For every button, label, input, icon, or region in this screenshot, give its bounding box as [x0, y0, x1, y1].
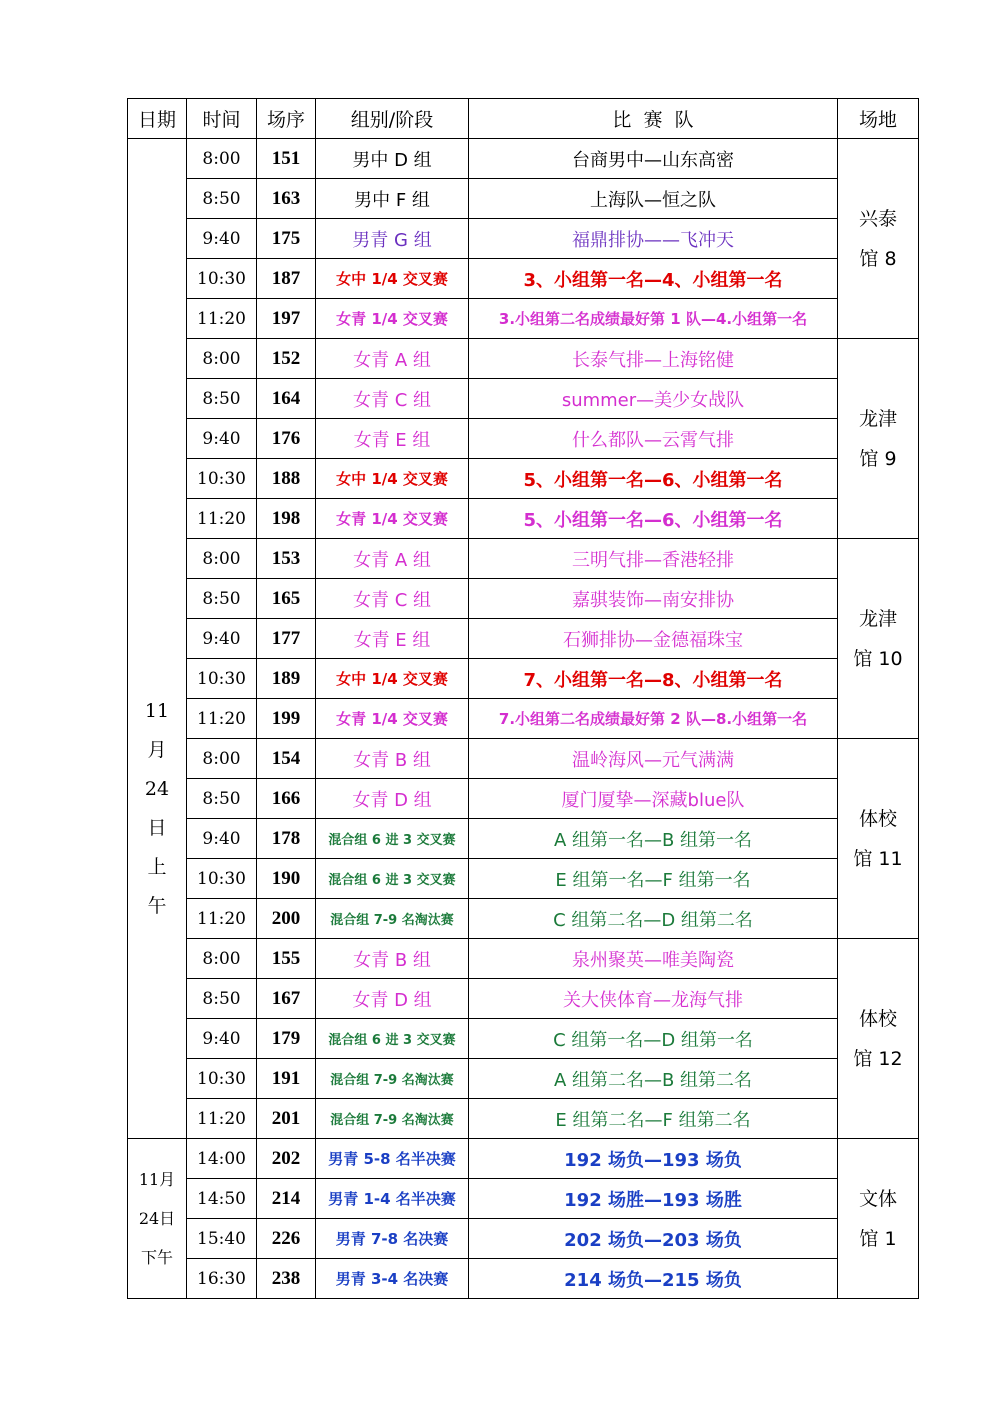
group-cell: 女青 D 组: [316, 979, 469, 1019]
match-cell: 福鼎排协——飞冲天: [469, 219, 838, 259]
venue-cell: [838, 339, 919, 539]
match-cell: 长泰气排—上海铭健: [469, 339, 838, 379]
venue-line: 馆 9: [859, 447, 897, 470]
venue-cell: [838, 539, 919, 739]
match-no-cell: 179: [257, 1019, 316, 1059]
time-cell: 9:40: [187, 619, 257, 659]
date-am-char: 上: [147, 855, 167, 878]
group-cell: 女青 E 组: [316, 619, 469, 659]
group-cell: 女青 B 组: [316, 939, 469, 979]
table-row: [128, 219, 919, 259]
venue-line: 龙津: [858, 407, 897, 430]
group-cell: 男青 3-4 名决赛: [316, 1259, 469, 1299]
header-row: [128, 99, 919, 139]
match-no-cell: 191: [257, 1059, 316, 1099]
table-row: [128, 1099, 919, 1139]
match-cell: 3、小组第一名—4、小组第一名: [469, 259, 838, 299]
table-row: [128, 1059, 919, 1099]
date-pm-line: 下午: [140, 1248, 173, 1267]
table-row: [128, 1139, 919, 1179]
match-no-cell: 214: [257, 1179, 316, 1219]
group-cell: 女青 C 组: [316, 379, 469, 419]
match-cell: 192 场负—193 场负: [469, 1139, 838, 1179]
match-cell: 什么都队—云霄气排: [469, 419, 838, 459]
venue-cell: [838, 139, 919, 339]
match-cell: 台商男中—山东高密: [469, 139, 838, 179]
match-no-cell: 188: [257, 459, 316, 499]
match-no-cell: 202: [257, 1139, 316, 1179]
group-cell: 男中 D 组: [316, 139, 469, 179]
table-row: [128, 699, 919, 739]
date-cell-pm: [128, 1139, 187, 1299]
table-row: [128, 379, 919, 419]
match-cell: A 组第二名—B 组第二名: [469, 1059, 838, 1099]
venue-line: 体校: [858, 1007, 897, 1030]
group-cell: 混合组 6 进 3 交叉赛: [316, 859, 469, 899]
match-cell: 7.小组第二名成绩最好第 2 队—8.小组第一名: [469, 699, 838, 739]
time-cell: 8:00: [187, 939, 257, 979]
match-no-cell: 198: [257, 499, 316, 539]
match-cell: 嘉骐装饰—南安排协: [469, 579, 838, 619]
venue-line: 兴泰: [858, 207, 897, 230]
group-cell: 女青 A 组: [316, 539, 469, 579]
date-am-char: 午: [147, 894, 167, 917]
date-am-char: 月: [147, 738, 167, 761]
time-cell: 8:50: [187, 979, 257, 1019]
match-no-cell: 175: [257, 219, 316, 259]
match-cell: C 组第二名—D 组第二名: [469, 899, 838, 939]
group-cell: 女青 1/4 交叉赛: [316, 299, 469, 339]
match-cell: 202 场负—203 场负: [469, 1219, 838, 1259]
match-no-cell: 153: [257, 539, 316, 579]
group-cell: 混合组 7-9 名淘汰赛: [316, 1099, 469, 1139]
time-cell: 16:30: [187, 1259, 257, 1299]
time-cell: 11:20: [187, 299, 257, 339]
group-cell: 混合组 7-9 名淘汰赛: [316, 1059, 469, 1099]
date-am-char: 24: [144, 777, 170, 800]
time-cell: 10:30: [187, 859, 257, 899]
date-am-char: 11: [144, 699, 170, 722]
time-cell: 8:50: [187, 579, 257, 619]
group-cell: 女中 1/4 交叉赛: [316, 259, 469, 299]
match-no-cell: 166: [257, 779, 316, 819]
match-no-cell: 190: [257, 859, 316, 899]
group-cell: 男青 7-8 名决赛: [316, 1219, 469, 1259]
group-cell: 女中 1/4 交叉赛: [316, 659, 469, 699]
date-pm-line: 11月: [138, 1170, 176, 1189]
header-venue: 场地: [838, 99, 919, 139]
table-row: [128, 259, 919, 299]
match-no-cell: 167: [257, 979, 316, 1019]
group-cell: 女青 E 组: [316, 419, 469, 459]
match-cell: 上海队—恒之队: [469, 179, 838, 219]
time-cell: 9:40: [187, 819, 257, 859]
table-row: [128, 619, 919, 659]
match-cell: A 组第一名—B 组第一名: [469, 819, 838, 859]
venue-line: 文体: [858, 1187, 897, 1210]
venue-line: 馆 10: [853, 647, 903, 670]
time-cell: 9:40: [187, 419, 257, 459]
time-cell: 9:40: [187, 1019, 257, 1059]
venue-line: 馆 12: [853, 1047, 903, 1070]
group-cell: 男中 F 组: [316, 179, 469, 219]
match-cell: 7、小组第一名—8、小组第一名: [469, 659, 838, 699]
match-no-cell: 187: [257, 259, 316, 299]
table-row: [128, 979, 919, 1019]
venue-line: 龙津: [858, 607, 897, 630]
venue-cell: [838, 939, 919, 1139]
match-no-cell: 177: [257, 619, 316, 659]
time-cell: 11:20: [187, 699, 257, 739]
match-no-cell: 164: [257, 379, 316, 419]
table-row: [128, 1179, 919, 1219]
header-group: 组别/阶段: [316, 99, 469, 139]
group-cell: 男青 G 组: [316, 219, 469, 259]
header-match-no: 场序: [257, 99, 316, 139]
header-teams: 比 赛 队: [469, 99, 838, 139]
time-cell: 9:40: [187, 219, 257, 259]
table-row: [128, 339, 919, 379]
table-row: [128, 579, 919, 619]
match-no-cell: 154: [257, 739, 316, 779]
match-cell: 温岭海风—元气满满: [469, 739, 838, 779]
table-row: [128, 899, 919, 939]
group-cell: 女青 1/4 交叉赛: [316, 699, 469, 739]
match-cell: 5、小组第一名—6、小组第一名: [469, 459, 838, 499]
match-cell: 三明气排—香港轻排: [469, 539, 838, 579]
time-cell: 10:30: [187, 1059, 257, 1099]
table-row: [128, 1259, 919, 1299]
group-cell: 女青 B 组: [316, 739, 469, 779]
table-row: [128, 499, 919, 539]
time-cell: 10:30: [187, 659, 257, 699]
group-cell: 女青 1/4 交叉赛: [316, 499, 469, 539]
time-cell: 14:50: [187, 1179, 257, 1219]
time-cell: 10:30: [187, 459, 257, 499]
table-row: [128, 459, 919, 499]
schedule-table: [127, 98, 919, 1299]
table-row: [128, 659, 919, 699]
match-no-cell: 152: [257, 339, 316, 379]
table-row: [128, 539, 919, 579]
group-cell: 女青 A 组: [316, 339, 469, 379]
group-cell: 男青 1-4 名半决赛: [316, 1179, 469, 1219]
time-cell: 10:30: [187, 259, 257, 299]
time-cell: 8:50: [187, 379, 257, 419]
date-cell-am: [128, 139, 187, 1139]
match-cell: summer—美少女战队: [469, 379, 838, 419]
table-row: [128, 139, 919, 179]
venue-line: 馆 8: [859, 247, 897, 270]
table-row: [128, 739, 919, 779]
match-no-cell: 226: [257, 1219, 316, 1259]
time-cell: 8:50: [187, 779, 257, 819]
venue-line: 体校: [858, 807, 897, 830]
table-row: [128, 1219, 919, 1259]
match-no-cell: 238: [257, 1259, 316, 1299]
table-row: [128, 939, 919, 979]
match-no-cell: 189: [257, 659, 316, 699]
table-row: [128, 299, 919, 339]
match-no-cell: 201: [257, 1099, 316, 1139]
match-cell: 泉州聚英—唯美陶瓷: [469, 939, 838, 979]
time-cell: 8:00: [187, 739, 257, 779]
table-row: [128, 859, 919, 899]
time-cell: 15:40: [187, 1219, 257, 1259]
match-no-cell: 199: [257, 699, 316, 739]
match-cell: C 组第一名—D 组第一名: [469, 1019, 838, 1059]
time-cell: 14:00: [187, 1139, 257, 1179]
time-cell: 8:00: [187, 339, 257, 379]
time-cell: 8:50: [187, 179, 257, 219]
group-cell: 女青 D 组: [316, 779, 469, 819]
match-cell: 214 场负—215 场负: [469, 1259, 838, 1299]
table-row: [128, 779, 919, 819]
time-cell: 11:20: [187, 499, 257, 539]
date-am-char: 日: [147, 816, 167, 839]
match-no-cell: 176: [257, 419, 316, 459]
date-pm-line: 24日: [138, 1209, 176, 1228]
group-cell: 混合组 6 进 3 交叉赛: [316, 1019, 469, 1059]
match-no-cell: 165: [257, 579, 316, 619]
venue-line: 馆 1: [859, 1227, 897, 1250]
table-row: [128, 179, 919, 219]
match-cell: 192 场胜—193 场胜: [469, 1179, 838, 1219]
table-row: [128, 419, 919, 459]
header-time: 时间: [187, 99, 257, 139]
match-cell: E 组第二名—F 组第二名: [469, 1099, 838, 1139]
venue-cell: [838, 739, 919, 939]
header-date: 日期: [128, 99, 187, 139]
match-no-cell: 155: [257, 939, 316, 979]
time-cell: 11:20: [187, 899, 257, 939]
venue-line: 馆 11: [853, 847, 903, 870]
group-cell: 女中 1/4 交叉赛: [316, 459, 469, 499]
group-cell: 混合组 6 进 3 交叉赛: [316, 819, 469, 859]
match-cell: 厦门厦挚—深藏blue队: [469, 779, 838, 819]
match-cell: 石狮排协—金德福珠宝: [469, 619, 838, 659]
venue-cell: [838, 1139, 919, 1299]
match-no-cell: 200: [257, 899, 316, 939]
time-cell: 8:00: [187, 139, 257, 179]
group-cell: 混合组 7-9 名淘汰赛: [316, 899, 469, 939]
match-cell: 3.小组第二名成绩最好第 1 队—4.小组第一名: [469, 299, 838, 339]
table-row: [128, 1019, 919, 1059]
match-cell: 5、小组第一名—6、小组第一名: [469, 499, 838, 539]
group-cell: 女青 C 组: [316, 579, 469, 619]
time-cell: 11:20: [187, 1099, 257, 1139]
match-no-cell: 197: [257, 299, 316, 339]
table-row: [128, 819, 919, 859]
group-cell: 男青 5-8 名半决赛: [316, 1139, 469, 1179]
match-cell: 关大侠体育—龙海气排: [469, 979, 838, 1019]
match-no-cell: 178: [257, 819, 316, 859]
time-cell: 8:00: [187, 539, 257, 579]
match-no-cell: 163: [257, 179, 316, 219]
match-no-cell: 151: [257, 139, 316, 179]
match-cell: E 组第一名—F 组第一名: [469, 859, 838, 899]
